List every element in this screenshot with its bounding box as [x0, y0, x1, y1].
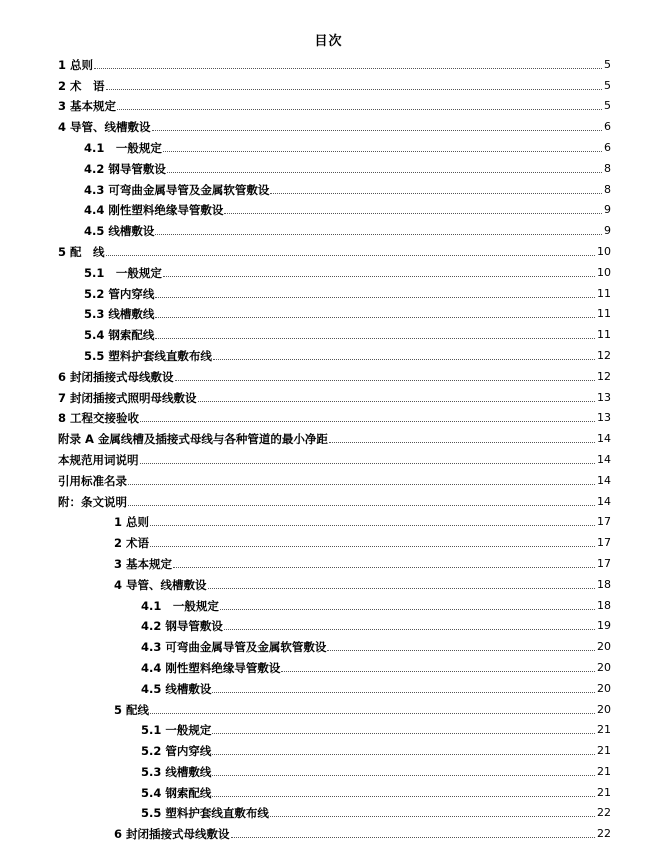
- toc-leader: [212, 775, 595, 776]
- toc-entry-page: 10: [597, 244, 611, 258]
- toc-leader: [117, 109, 602, 110]
- toc-entry-label: 4.3 可弯曲金属导管及金属软管敷设: [141, 640, 327, 655]
- toc-leader: [155, 317, 595, 318]
- toc-entry[interactable]: [58, 301, 611, 322]
- toc-leader: [152, 130, 602, 131]
- toc-leader: [212, 733, 595, 734]
- toc-leader: [270, 193, 602, 194]
- toc-entry[interactable]: [58, 509, 611, 530]
- toc-entry-label: 4 导管、线槽敷设: [58, 120, 151, 135]
- toc-entry-label: 2 术 语: [58, 78, 105, 93]
- toc-leader: [128, 484, 595, 485]
- toc-entry-label: 3 基本规定: [58, 99, 117, 114]
- toc-leader: [231, 837, 595, 838]
- toc-entry-label: 4 导管、线槽敷设: [114, 577, 207, 592]
- toc-entry-label: 5.1 一般规定: [84, 265, 162, 280]
- toc-entry-label: 4.4 刚性塑料绝缘导管敷设: [84, 203, 224, 218]
- toc-entry-page: 12: [597, 369, 611, 383]
- toc-entry[interactable]: [58, 779, 611, 800]
- toc-entry[interactable]: [58, 488, 611, 509]
- toc-entry[interactable]: [58, 800, 611, 821]
- toc-entry-label: 4.4 刚性塑料绝缘导管敷设: [141, 660, 281, 675]
- toc-leader: [163, 276, 595, 277]
- toc-entry-label: 5.5 塑料护套线直敷布线: [84, 348, 212, 363]
- toc-entry-label: 5.4 钢索配线: [141, 785, 212, 800]
- toc-leader: [150, 546, 595, 547]
- toc-entry-page: 6: [604, 140, 611, 154]
- toc-entry-page: 6: [604, 120, 611, 134]
- toc-entry-label: 4.2 钢导管敷设: [84, 161, 166, 176]
- toc-leader: [329, 442, 595, 443]
- toc-leader: [213, 359, 595, 360]
- toc-entry-label: 3 基本规定: [114, 556, 173, 571]
- toc-entry[interactable]: [58, 550, 611, 571]
- toc-entry-label: 5.2 管内穿线: [84, 286, 155, 301]
- toc-leader: [106, 89, 602, 90]
- toc-entry-label: 7 封闭插接式照明母线敷设: [58, 390, 197, 405]
- toc-entry[interactable]: [58, 93, 611, 114]
- toc-entry[interactable]: [58, 758, 611, 779]
- toc-entry-page: 20: [597, 640, 611, 654]
- toc-entry-page: 9: [604, 224, 611, 238]
- toc-entry-page: 17: [597, 515, 611, 529]
- toc-entry-label: 附：条文说明: [58, 494, 127, 509]
- toc-entry[interactable]: [58, 717, 611, 738]
- toc-entry-page: 5: [604, 99, 611, 113]
- toc-entry-page: 21: [597, 744, 611, 758]
- toc-entry-page: 20: [597, 660, 611, 674]
- toc-entry-page: 21: [597, 785, 611, 799]
- table-of-contents: [58, 51, 611, 841]
- toc-entry-label: 5.2 管内穿线: [141, 744, 212, 759]
- toc-entry[interactable]: [58, 238, 611, 259]
- toc-leader: [175, 380, 595, 381]
- toc-leader: [155, 234, 602, 235]
- toc-entry-label: 6 封闭插接式母线敷设: [114, 827, 230, 841]
- toc-leader: [327, 650, 595, 651]
- toc-entry[interactable]: [58, 633, 611, 654]
- toc-entry[interactable]: [58, 737, 611, 758]
- toc-entry-page: 14: [597, 452, 611, 466]
- page-title: 目次: [314, 34, 343, 49]
- toc-entry-page: 8: [604, 182, 611, 196]
- toc-entry-page: 18: [597, 577, 611, 591]
- toc-leader: [212, 692, 595, 693]
- toc-entry[interactable]: [58, 176, 611, 197]
- toc-entry[interactable]: [58, 384, 611, 405]
- toc-entry-label: 5.3 线槽敷线: [84, 307, 155, 322]
- toc-entry[interactable]: [58, 113, 611, 134]
- toc-entry[interactable]: [58, 280, 611, 301]
- toc-entry-page: 13: [597, 411, 611, 425]
- toc-leader: [224, 213, 602, 214]
- toc-leader: [94, 68, 602, 69]
- toc-entry[interactable]: [58, 259, 611, 280]
- toc-entry[interactable]: [58, 51, 611, 72]
- toc-entry-label: 5.4 钢索配线: [84, 328, 155, 343]
- toc-entry-page: 14: [597, 494, 611, 508]
- toc-leader: [208, 588, 595, 589]
- toc-entry[interactable]: [58, 820, 611, 841]
- toc-entry-page: 13: [597, 390, 611, 404]
- toc-leader: [140, 421, 595, 422]
- toc-entry[interactable]: [58, 467, 611, 488]
- toc-leader: [150, 525, 595, 526]
- toc-leader: [167, 172, 602, 173]
- toc-leader: [224, 629, 595, 630]
- toc-entry[interactable]: [58, 425, 611, 446]
- toc-entry-page: 18: [597, 598, 611, 612]
- toc-leader: [173, 567, 595, 568]
- toc-entry[interactable]: [58, 321, 611, 342]
- toc-entry-page: 22: [597, 827, 611, 841]
- toc-entry-label: 引用标准名录: [58, 473, 127, 488]
- toc-leader: [212, 754, 595, 755]
- toc-entry[interactable]: [58, 72, 611, 93]
- toc-entry-page: 21: [597, 723, 611, 737]
- toc-entry-label: 1 总则: [58, 57, 94, 72]
- toc-leader: [220, 609, 595, 610]
- toc-entry-label: 4.5 线槽敷设: [141, 681, 212, 696]
- toc-entry-page: 20: [597, 702, 611, 716]
- toc-entry-label: 5 配线: [114, 702, 150, 717]
- toc-entry-label: 2 术语: [114, 536, 150, 551]
- toc-entry[interactable]: [58, 696, 611, 717]
- toc-entry-page: 14: [597, 473, 611, 487]
- toc-leader: [128, 505, 595, 506]
- toc-entry-page: 10: [597, 265, 611, 279]
- toc-leader: [155, 338, 595, 339]
- toc-entry-label: 4.1 一般规定: [141, 598, 219, 613]
- toc-entry[interactable]: [58, 134, 611, 155]
- toc-entry-label: 8 工程交接验收: [58, 411, 140, 426]
- toc-entry[interactable]: [58, 155, 611, 176]
- toc-entry[interactable]: [58, 675, 611, 696]
- toc-leader: [163, 151, 602, 152]
- toc-entry-label: 5.3 线槽敷线: [141, 764, 212, 779]
- toc-entry-page: 8: [604, 161, 611, 175]
- toc-entry-label: 4.5 线槽敷设: [84, 224, 155, 239]
- toc-entry[interactable]: [58, 405, 611, 426]
- toc-entry-label: 附录 A 金属线槽及插接式母线与各种管道的最小净距: [58, 432, 328, 447]
- toc-entry[interactable]: [58, 446, 611, 467]
- toc-entry-page: 22: [597, 806, 611, 820]
- toc-leader: [198, 401, 595, 402]
- toc-entry-page: 11: [597, 307, 611, 321]
- toc-entry-page: 20: [597, 681, 611, 695]
- toc-entry-page: 5: [604, 78, 611, 92]
- toc-entry-page: 21: [597, 764, 611, 778]
- toc-entry[interactable]: [58, 342, 611, 363]
- toc-entry-label: 5.5 塑料护套线直敷布线: [141, 806, 269, 821]
- toc-entry-page: 19: [597, 619, 611, 633]
- toc-entry-page: 14: [597, 432, 611, 446]
- toc-entry[interactable]: [58, 613, 611, 634]
- toc-entry[interactable]: [58, 592, 611, 613]
- toc-entry[interactable]: [58, 217, 611, 238]
- toc-leader: [281, 671, 595, 672]
- toc-leader: [150, 713, 595, 714]
- toc-entry-page: 17: [597, 556, 611, 570]
- toc-entry-page: 11: [597, 328, 611, 342]
- toc-leader: [155, 297, 595, 298]
- toc-entry[interactable]: [58, 654, 611, 675]
- toc-leader: [212, 796, 595, 797]
- toc-entry-label: 1 总则: [114, 515, 150, 530]
- toc-entry-page: 11: [597, 286, 611, 300]
- toc-entry[interactable]: [58, 529, 611, 550]
- toc-entry-label: 4.1 一般规定: [84, 140, 162, 155]
- toc-leader: [270, 816, 595, 817]
- toc-leader: [106, 255, 595, 256]
- toc-entry[interactable]: [58, 197, 611, 218]
- toc-entry[interactable]: [58, 363, 611, 384]
- toc-entry-label: 5 配 线: [58, 244, 105, 259]
- toc-entry-page: 5: [604, 57, 611, 71]
- toc-entry-page: 12: [597, 348, 611, 362]
- toc-entry[interactable]: [58, 571, 611, 592]
- toc-entry-page: 17: [597, 536, 611, 550]
- toc-entry-label: 5.1 一般规定: [141, 723, 212, 738]
- toc-entry-label: 4.3 可弯曲金属导管及金属软管敷设: [84, 182, 270, 197]
- toc-entry-label: 本规范用词说明: [58, 452, 139, 467]
- toc-entry-label: 6 封闭插接式母线敷设: [58, 369, 174, 384]
- toc-entry-page: 9: [604, 203, 611, 217]
- toc-leader: [140, 463, 596, 464]
- toc-entry-label: 4.2 钢导管敷设: [141, 619, 223, 634]
